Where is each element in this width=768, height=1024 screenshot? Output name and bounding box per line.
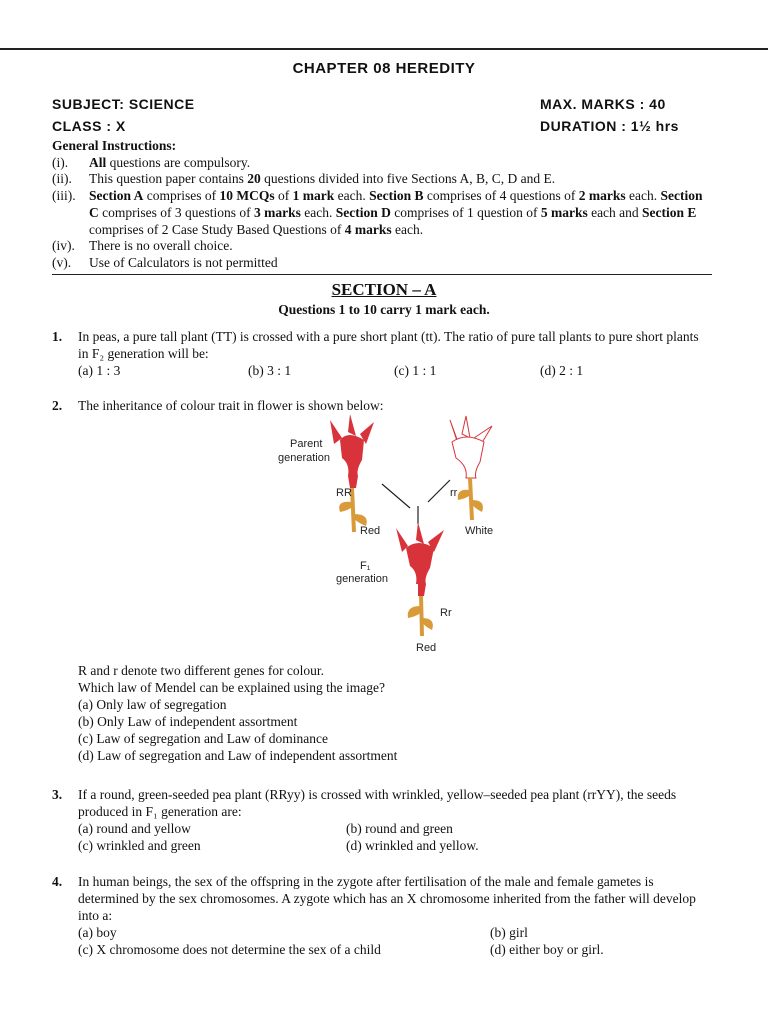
- red-flower-f1: [396, 522, 444, 636]
- option-row: [78, 820, 712, 837]
- option-b: (b) girl: [490, 925, 528, 940]
- option-a: (a) boy: [78, 925, 117, 940]
- cross-line-right: [428, 480, 450, 502]
- option-d: (d) Law of segregation and Law of independent assortment: [78, 748, 398, 763]
- red-flower-parent: [330, 414, 374, 532]
- parent-label: Parent: [290, 438, 323, 450]
- option-a: (a) 1 : 3: [78, 363, 121, 378]
- white-flower-parent: [450, 416, 492, 520]
- cross-line-left: [382, 484, 410, 508]
- question-text: In human beings, the sex of the offspring in the zygote after fertilisation of the male and female gametes is determined by the sex chromosomes. A zygote which has an X chromosome inherited from the father will develop into a:: [78, 874, 696, 923]
- question-text: If a round, green-seeded pea plant (RRyy) is crossed with wrinkled, yellow–seeded pea plant (rrYY), the seeds produced in F₁ generation are:: [78, 787, 677, 819]
- instruction-text: This question paper contains 20 questions divided into five Sections A, B, C, D and E.: [89, 171, 556, 187]
- white-label: White: [465, 525, 494, 537]
- red-label-f1: Red: [416, 642, 437, 654]
- option-c: (c) wrinkled and green: [78, 838, 201, 853]
- red-label-parent: Red: [360, 525, 381, 537]
- instructions-heading: General Instructions:: [52, 138, 177, 153]
- question-2: 2. The inheritance of colour trait in flower is shown below:: [52, 397, 712, 414]
- question-text: In peas, a pure tall plant (TT) is crossed with a pure short plant (tt). The ratio of pure tall plants to pure short plants in F₂ generation will be:: [78, 329, 699, 361]
- option-d: (d) 2 : 1: [540, 363, 584, 378]
- question-4: 4. In human beings, the sex of the offspring in the zygote after fertilisation of the male and female gametes is determined by the sex chromosomes. A zygote which has an X chromosome inherited from the father will develop into a: (a) boy (b) girl (c) X chromosome does not determine the sex of a child (d) either boy or girl.: [52, 873, 712, 958]
- f1-label: F₁: [360, 560, 371, 572]
- option-row: [78, 362, 712, 379]
- instructions-rule: [52, 274, 712, 275]
- option-c: (c) 1 : 1: [394, 363, 437, 378]
- option-b: (b) 3 : 1: [248, 363, 292, 378]
- option-d: (d) wrinkled and yellow.: [346, 838, 479, 853]
- max-marks-label: MAX. MARKS : 40: [540, 96, 666, 112]
- rr-dominant-label: RR: [336, 487, 352, 499]
- question-2-continued: R and r denote two different genes for colour. Which law of Mendel can be explained using the image? (a) Only law of segregation (b) Only Law of independent assortment (c) Law of segregation and Law of dominance (d) Law of segregation and Law of independent assortment: [52, 662, 712, 764]
- option-a: (a) Only law of segregation: [78, 697, 227, 712]
- instruction-text: All questions are compulsory.: [89, 154, 251, 170]
- question-text: The inheritance of colour trait in flower is shown below:: [78, 398, 384, 413]
- option-a: (a) round and yellow: [78, 821, 191, 836]
- question-1: 1. In peas, a pure tall plant (TT) is crossed with a pure short plant (tt). The ratio of pure tall plants to pure short plants in F₂ generation will be: (a) 1 : 3 (b) 3 : 1 (c) 1 : 1 (d) 2 : 1: [52, 328, 712, 379]
- section-subtitle: Questions 1 to 10 carry 1 mark each.: [278, 302, 490, 317]
- option-b: (b) round and green: [346, 821, 453, 836]
- option-c: (c) Law of segregation and Law of dominance: [78, 731, 329, 746]
- parent-generation-label: generation: [278, 452, 330, 464]
- option-row: [78, 837, 712, 854]
- instruction-item: (ii). This question paper contains 20 questions divided into five Sections A, B, C, D and E.: [52, 171, 712, 188]
- general-instructions: [52, 138, 712, 272]
- instruction-item: (iii). Section A comprises of 10 MCQs of 1 mark each. Section B comprises of 4 questions of 2 marks each. Section C comprises of 3 questions of 3 marks each. Section D comprises of 1 question of 5 marks each and Section E comprises of 2 Case Study Based Questions of 4 marks each.: [52, 188, 712, 238]
- f1-generation-label: generation: [336, 573, 388, 585]
- section-title: SECTION – A: [331, 280, 437, 299]
- chapter-title: CHAPTER 08 HEREDITY: [292, 60, 476, 77]
- question-3: 3. If a round, green-seeded pea plant (RRyy) is crossed with wrinkled, yellow–seeded pea plant (rrYY), the seeds produced in F₁ generation are: (a) round and yellow (b) round and green (c) wrinkled and green (d) wrinkled and yellow.: [52, 786, 712, 854]
- rr-hybrid-label: Rr: [440, 607, 452, 619]
- class-label: CLASS : X: [52, 118, 126, 134]
- inheritance-figure: [270, 410, 510, 660]
- top-rule: [0, 48, 768, 50]
- option-b: (b) Only Law of independent assortment: [78, 714, 298, 729]
- instruction-text: Section A comprises of 10 MCQs of 1 mark each. Section B comprises of 4 questions of 2 marks each. Section C comprises of 3 questions of 3 marks each. Section D comprises of 1 question of 5 marks each and Section E comprises of 2 Case Study Based Questions of 4 marks each.: [89, 188, 703, 237]
- rr-recessive-label: rr: [450, 487, 458, 499]
- option-row: [78, 941, 712, 958]
- duration-label: DURATION : 1½ hrs: [540, 118, 679, 134]
- subject-label: SUBJECT: SCIENCE: [52, 96, 195, 112]
- instruction-item: (v). Use of Calculators is not permitted: [52, 254, 278, 270]
- option-c: (c) X chromosome does not determine the sex of a child: [78, 942, 381, 957]
- option-row: [78, 924, 712, 941]
- instruction-item: (iv). There is no overall choice.: [52, 238, 233, 254]
- option-d: (d) either boy or girl.: [490, 942, 604, 957]
- instruction-item: (i). All questions are compulsory.: [52, 155, 712, 172]
